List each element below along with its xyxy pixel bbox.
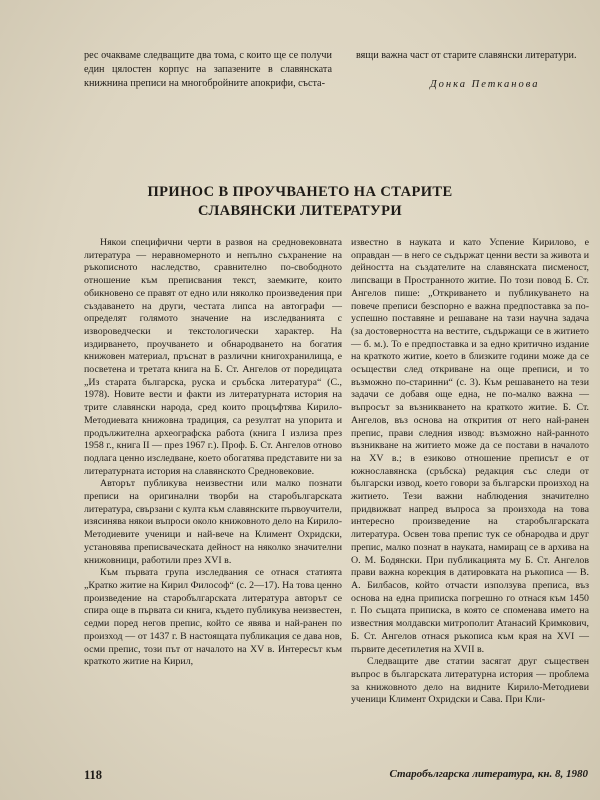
article-title: ПРИНОС В ПРОУЧВАНЕТО НА СТАРИТЕ СЛАВЯНСКИ ЛИТЕРАТУРИ (147, 183, 453, 219)
article-paragraph: Някои специфични черти в развоя на средновековната литература — неравномерното и непълно съхранение на ръкописното наследство, сравнително по-свободното отношение към преписвания текст, заемките, които обикновено се правят от едно или няколко произведения при създаването на други, честата липса на автографи — определят голямото значение на изследванията с извороведчески и текстологически характер. На издирването, проучването и обнародването на богатия книжовен материал, пръснат в различни книгохранилища, е посветена и третата книга на Б. Ст. Ангелов от поредицата „Из старата българска, руска и сръбска литература“ (С., 1978). Новите вести и факти из литературната история на трите славянски народа, сред които процъфтява Кирило-Методиевата книжовна традиция, са резултат на упорита и продължителна археографска работа (книга I излиза през 1958 г., книга II — през 1967 г.). Проф. Б. Ст. Ангелов отново подлага ценно изследване, което обогатява представите ни за литературната история на славянското Средновековие. (84, 237, 342, 477)
previous-review-text-continued: вящи важна част от старите славянски литератури. (356, 50, 577, 61)
previous-review-text: рес очакваме следващите два тома, с които ще се получи един цялостен корпус на запазените в славянската книжнина преписи на многобройните апокрифи, съста- (84, 50, 332, 90)
article-column-right (351, 237, 589, 707)
article-paragraph: Към първата група изследвания се отнася статията „Кратко житие на Кирил Философ“ (с. 2—17). На това ценно произведение на старобългарската литература авторът се спира още в първата си книга, където публикува неизвестен, седми поред негов препис, който се явява и най-ранен по произход — от 1437 г. В настоящата публикация се дава нов, осми препис, този път от началото на XV в. Интересът към краткото житие на Кирил, (84, 567, 342, 668)
article-paragraph: Авторът публикува неизвестни или малко познати преписи на оригинални творби на старобългарската литература, свързани с култа към славянските първоучители, изясинява някои въпроси около книжовното дело на Кирило-Методиевите ученици и най-вече на Климент Охридски, установява преписваческата дейност на няколко значителни книжовници, работили през XVI в. (84, 478, 342, 566)
article-paragraph: известно в науката и като Успение Кирилово, е оправдан — в него се съдържат ценни вести за живота и дейността на създателите на славянската писменост, липсващи в Пространното житие. По този повод Б. Ст. Ангелов пише: „Откриването и публикуването на повече преписи безспорно е важна предпоставка за по-успешно поставяне и решаване на тази научна задача (за достоверността на вестите, съдържащи се в житието — б. м.). То е предпоставка и за едно критично издание на краткото житие, което в близките години може да се осъществи след откриване на още преписи, и то възможно по-старинни“ (с. 3). Към решаването на тези задачи се добавя още една, не по-малко важна — въпросът за възникването на краткото житие. Б. Ст. Ангелов, въз основа на открития от него най-ранен препис, прави следния извод: възможно най-ранното възникване на житието може да се постави в началото на XV в.; в езиково отношение преписът е от южнославянска (сръбска) редакция със следи от български извод, което говори за български произход на житието. Тези важни наблюдения значително придвижват напред въпроса за произхода на това интересно произведение на старобългарската литература. Освен това препис тук се обнародва и друг препис, малко познат в науката, намиращ се в архива на О. М. Бодянски. При публикацията му Б. Ст. Ангелов прави важна корекция в датировката на ръкописа — В. А. Билбасов, който отчасти използува преписа, въз основа на една приписка погрешно го отнася към 1450 г. По същата приписка, в която се споменава името на известния молдавски митрополит Атанасий Кримкович, Б. Ст. Ангелов отнася ръкописа към края на XVI — първите десетилетия на XVII в. (351, 237, 589, 655)
page-number: 118 (84, 768, 103, 782)
journal-running-footer: Старобългарска литература, кн. 8, 1980 (389, 768, 588, 780)
previous-review-ending-left (84, 49, 332, 92)
previous-review-ending-right (356, 49, 586, 63)
article-column-left (84, 237, 342, 669)
article-paragraph: Следващите две статии засягат друг съществен въпрос в българската литературна история — проблема за книжовното дело на видните Кирило-Методиеви ученици Климент Охридски и Сава. При Кли- (351, 656, 589, 706)
review-author-signature: Донка Петканова (430, 79, 540, 90)
